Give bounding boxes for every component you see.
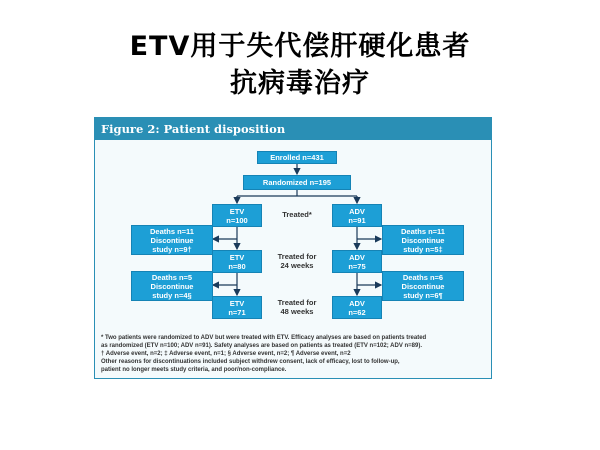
- adv-start-n: n=91: [348, 215, 366, 225]
- etv-discontinue-2: Discontinue: [150, 281, 194, 291]
- etv-study-2: study n=4§: [152, 290, 192, 300]
- adv-wk48-box: [332, 296, 382, 319]
- etv-study-1: study n=9†: [152, 244, 192, 254]
- adv-discontinue-box-2: [382, 271, 464, 301]
- etv-discontinue-box-2: [131, 271, 213, 301]
- treated-48-weeks-label: [267, 298, 327, 316]
- slide-title-line-1: ETV用于失代偿肝硬化患者: [129, 31, 471, 62]
- adv-deaths-2: Deaths n=6: [402, 272, 444, 282]
- treated-24-line-2: 24 weeks: [280, 261, 314, 270]
- treated-48-line-2: 48 weeks: [280, 307, 314, 316]
- slide-title-line-2: 抗病毒治疗: [230, 68, 370, 99]
- figure-footnotes: [101, 334, 487, 374]
- adv-wk24-n: n=75: [348, 261, 366, 271]
- etv-deaths-2: Deaths n=5: [151, 272, 193, 282]
- footnote-line: * Two patients were randomized to ADV but were treated with ETV. Efficacy analyses are based on patients treated: [101, 335, 427, 341]
- adv-wk24-box: [332, 250, 382, 273]
- etv-discontinue-box-1: [131, 225, 213, 255]
- adv-start-box: [332, 204, 382, 227]
- adv-discontinue-2: Discontinue: [401, 281, 445, 291]
- etv-wk24-box: [212, 250, 262, 273]
- etv-wk24-n: n=80: [228, 261, 246, 271]
- etv-deaths-1: Deaths n=11: [150, 226, 194, 236]
- adv-deaths-1: Deaths n=11: [401, 226, 445, 236]
- adv-wk24-arm: ADV: [349, 252, 365, 262]
- adv-discontinue-1: Discontinue: [401, 235, 445, 245]
- enrolled-box: [257, 151, 337, 164]
- footnote-line: patient no longer meets study criteria, and poor/non-compliance.: [101, 367, 287, 373]
- randomized-label: Randomized n=195: [262, 178, 332, 187]
- footnote-line: as randomized (ETV n=100; ADV n=91). Safety analyses are based on patients as treated (ETV n=102; ADV n=89).: [101, 343, 423, 349]
- adv-wk48-n: n=62: [348, 307, 366, 317]
- adv-discontinue-box-1: [382, 225, 464, 255]
- adv-start-arm: ADV: [349, 206, 365, 216]
- etv-wk24-arm: ETV: [229, 252, 245, 262]
- etv-wk48-arm: ETV: [229, 298, 245, 308]
- treated-label: Treated*: [282, 210, 312, 219]
- footnote-line: † Adverse event, n=2; ‡ Adverse event, n=1; § Adverse event, n=2; ¶ Adverse event, n=2: [101, 351, 351, 357]
- etv-start-arm: ETV: [229, 206, 245, 216]
- treated-24-line-1: Treated for: [277, 252, 317, 261]
- etv-wk48-n: n=71: [228, 307, 246, 317]
- adv-study-1: study n=5‡: [403, 244, 443, 254]
- treated-48-line-1: Treated for: [277, 298, 317, 307]
- adv-wk48-arm: ADV: [349, 298, 365, 308]
- footnote-line: Other reasons for discontinuations included subject withdrew consent, lack of efficacy, lost to follow-up,: [101, 359, 400, 365]
- figure-title: Figure 2: Patient disposition: [95, 118, 491, 140]
- etv-wk48-box: [212, 296, 262, 319]
- etv-discontinue-1: Discontinue: [150, 235, 194, 245]
- enrolled-label: Enrolled n=431: [270, 153, 324, 162]
- adv-study-2: study n=6¶: [403, 290, 443, 300]
- treated-24-weeks-label: [267, 252, 327, 270]
- randomized-box: [243, 175, 351, 190]
- patient-disposition-figure: [94, 117, 492, 379]
- etv-start-n: n=100: [226, 215, 248, 225]
- etv-start-box: [212, 204, 262, 227]
